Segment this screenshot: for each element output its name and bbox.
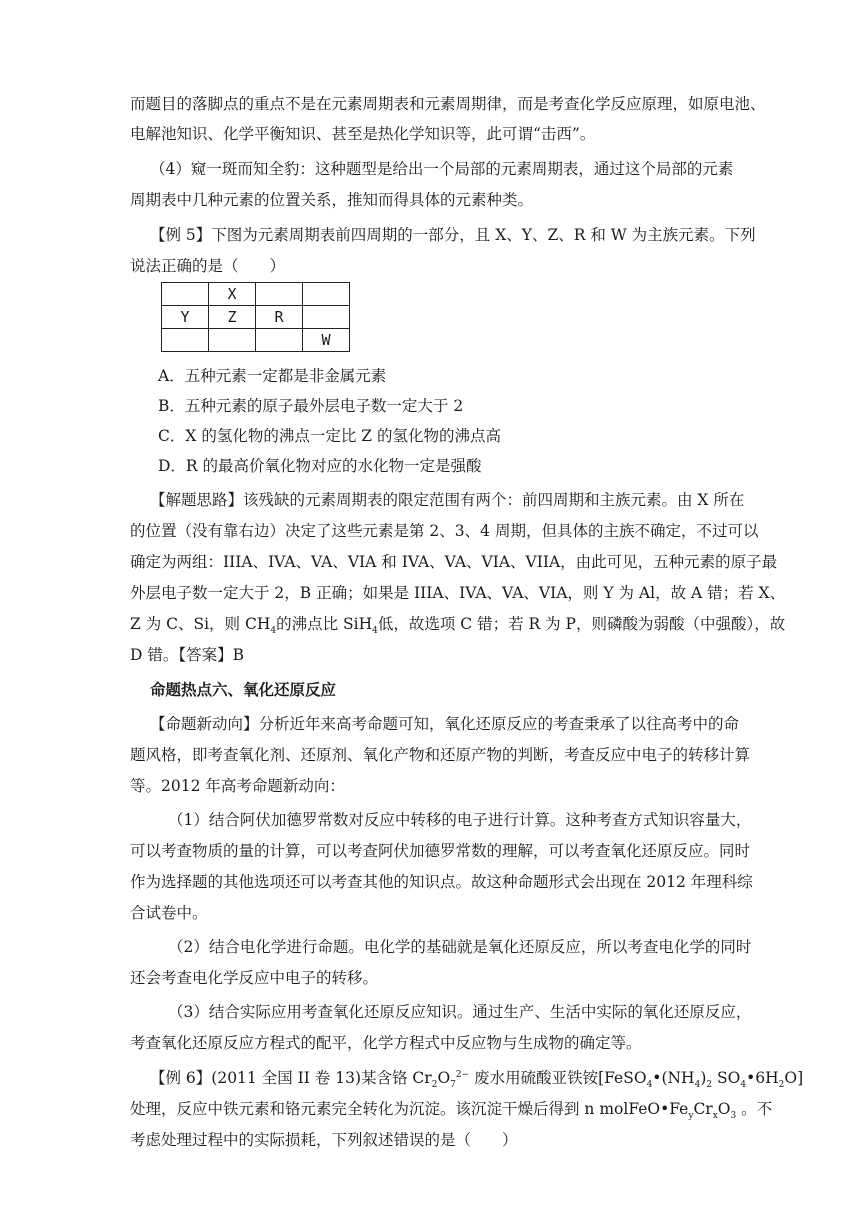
text-run: •6H [746,1069,779,1087]
table-cell [256,283,303,306]
option-c: C．X 的氢化物的沸点一定比 Z 的氢化物的沸点高 [158,427,501,445]
solution-line: 【解题思路】该残缺的元素周期表的限定范围有两个：前四周期和主族元素。由 X 所在 [150,491,745,509]
text-run: 的沸点比 SiH [276,615,373,633]
text-run: O] [784,1069,804,1087]
example-5-stem: 说法正确的是（ ） [130,257,286,275]
text-run: Cr [693,1100,713,1118]
paragraph-line: （1）结合阿伏加德罗常数对反应中转移的电子进行计算。这种考查方式知识容量大， [168,811,752,829]
solution-line: 外层电子数一定大于 2，B 正确；如果是 IIIA、IVA、VA、VIA，则 Y 为 Al，故 A 错；若 X、 [130,584,786,602]
table-cell: Z [209,306,256,329]
option-a: A．五种元素一定都是非金属元素 [158,367,387,385]
paragraph-line: 电解池知识、化学平衡知识、甚至是热化学知识等，此可谓“击西”。 [130,125,596,143]
subscript: y [688,1111,694,1122]
subscript: 2 [778,1080,785,1091]
paragraph-line: 还会考查电化学反应中电子的转移。 [130,969,379,987]
text-run: 低，故选项 C 错；若 R 为 P，则磷酸为弱酸（中强酸），故 [377,615,786,633]
subscript: 7 [450,1080,456,1091]
table-cell: W [303,329,350,352]
option-b: B．五种元素的原子最外层电子数一定大于 2 [158,397,464,415]
subscript: 2 [431,1080,438,1091]
text-run: O [717,1100,731,1118]
subscript: 4 [646,1080,653,1091]
table-cell [209,329,256,352]
paragraph-line: 而题目的落脚点的重点不是在元素周期表和元素周期律，而是考查化学反应原理，如原电池、 [130,95,766,113]
paragraph-line: 可以考查物质的量的计算，可以考查阿伏加德罗常数的理解，可以考查氧化还原反应。同时 [130,842,751,860]
example-6-stem: 考虑处理过程中的实际损耗，下列叙述错误的是（ ） [130,1131,518,1149]
subscript: x [712,1111,718,1122]
paragraph-line: （3）结合实际应用考查氧化还原反应知识。通过生产、生活中实际的氧化还原反应， [168,1003,752,1021]
paragraph-line: 合试卷中。 [130,904,208,922]
option-d: D．R 的最高价氧化物对应的水化物一定是强酸 [158,457,482,475]
example-6-stem [150,1068,804,1091]
text-run: Z 为 C、Si，则 CH [130,615,271,633]
table-cell [303,306,350,329]
table-cell [303,283,350,306]
solution-answer: D 错。【答案】B [130,646,244,664]
table-cell [162,283,209,306]
text-run: 废水用硫酸亚铁铵[FeSO [469,1069,647,1087]
solution-line [130,614,786,637]
text-run: SO [712,1069,741,1087]
table-cell [162,329,209,352]
paragraph-line: 题风格，即考查氧化剂、还原剂、氧化产物和还原产物的判断，考查反应中电子的转移计算 [130,746,751,764]
subscript: 4 [372,626,378,637]
paragraph-line: 考查氧化还原反应方程式的配平，化学方程式中反应物与生成物的确定等。 [130,1034,642,1052]
table-cell: X [209,283,256,306]
example-5-stem: 【例 5】下图为元素周期表前四周期的一部分，且 X、Y、Z、R 和 W 为主族元素。下列 [150,226,756,244]
table-cell [256,329,303,352]
text-run: 。不 [736,1100,773,1118]
example-6-stem [130,1099,773,1122]
subscript: 2 [706,1080,713,1091]
paragraph-line: 作为选择题的其他选项还可以考查其他的知识点。故这种命题形式会出现在 2012 年理科综 [130,873,753,891]
text-run: ) [700,1069,707,1087]
table-row [162,329,350,352]
text-run: 【例 6】(2011 全国 II 卷 13)某含铬 Cr [150,1069,432,1087]
table-cell: Y [162,306,209,329]
table-row [162,283,350,306]
partial-periodic-table [161,282,350,352]
subscript: 4 [694,1080,701,1091]
text-run: •(NH [652,1069,695,1087]
paragraph-line: 【命题新动向】分析近年来高考命题可知，氧化还原反应的考查秉承了以往高考中的命 [150,715,740,733]
subscript: 4 [740,1080,747,1091]
subscript: 4 [270,626,277,637]
superscript: 2− [455,1069,470,1080]
solution-line: 确定为两组：IIIA、IVA、VA、VIA 和 IVA、VA、VIA、VIIA，由此可见，五种元素的原子最 [130,553,778,571]
paragraph-line: （4）窥一斑而知全豹：这种题型是给出一个局部的元素周期表，通过这个局部的元素 [150,160,734,178]
table-cell: R [256,306,303,329]
text-run: 处理，反应中铁元素和铬元素完全转化为沉淀。该沉淀干燥后得到 n molFeO•Fe [130,1100,689,1118]
paragraph-line: 等。2012 年高考命题新动向： [130,777,345,795]
section-heading: 命题热点六、氧化还原反应 [150,681,337,699]
paragraph-line: （2）结合电化学进行命题。电化学的基础就是氧化还原反应，所以考查电化学的同时 [168,938,752,956]
paragraph-line: 周期表中几种元素的位置关系，推知而得具体的元素种类。 [130,191,534,209]
solution-line: 的位置（没有靠右边）决定了这些元素是第 2、3、4 周期，但具体的主族不确定，不过可以 [130,522,759,540]
table-row [162,306,350,329]
text-run: O [437,1069,451,1087]
subscript: 3 [730,1111,737,1122]
